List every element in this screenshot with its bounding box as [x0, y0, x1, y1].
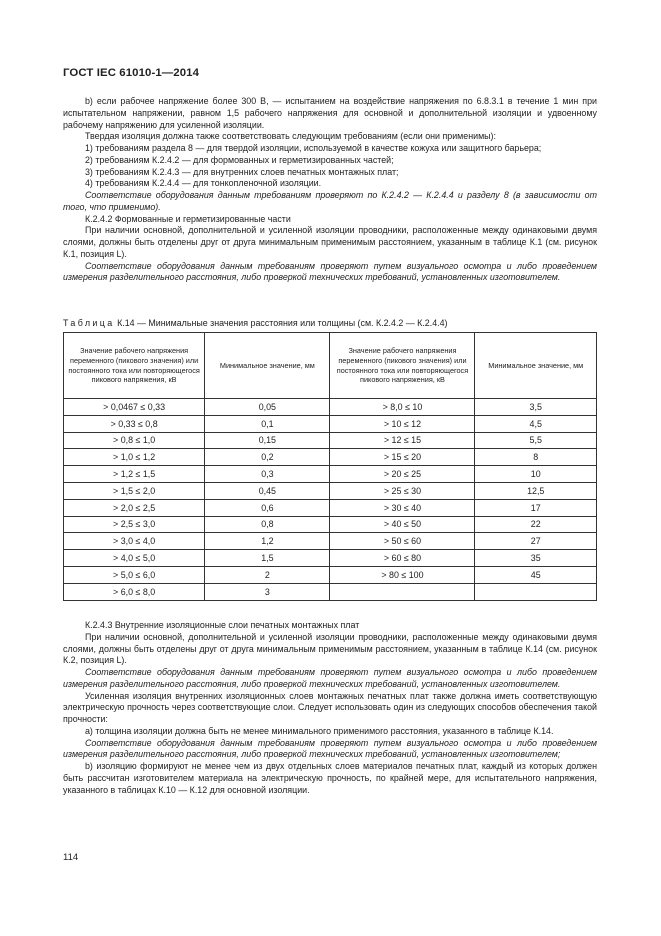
table-cell: 0,1 [205, 415, 330, 432]
table-cell: > 30 ≤ 40 [330, 499, 475, 516]
table-cell: 4,5 [475, 415, 597, 432]
table-cell: 1,5 [205, 550, 330, 567]
table-cell: > 6,0 ≤ 8,0 [64, 583, 205, 600]
paragraph: Твердая изоляция должна также соответствовать следующим требованиям (если они применимы): [85, 131, 496, 142]
table-cell: > 80 ≤ 100 [330, 566, 475, 583]
table-row [64, 482, 597, 499]
table-cell: 1,2 [205, 533, 330, 550]
table-row [64, 466, 597, 483]
table-cell: 17 [475, 499, 597, 516]
table-cell: 45 [475, 566, 597, 583]
paragraph: b) если рабочее напряжение более 300 В, — испытанием на воздействие напряжения по 6.8.3.1 в течение 1 мин при испытательном напряжении, равном 1,5 рабочего напряжения для основной и дополнительной изоляции и удвоенному рабочему напряжению для усиленной изоляции. [63, 96, 597, 130]
compliance-note: Соответствие оборудования данным требованиям проверяют путем визуального осмотра и либо проведением измерения разделительного расстояния, либо проверкой технических требований, установленных изготовителем. [63, 260, 597, 283]
table-cell: > 10 ≤ 12 [330, 415, 475, 432]
table-row [64, 533, 597, 550]
table-cell: 27 [475, 533, 597, 550]
compliance-note: Соответствие оборудования данным требованиям проверяют по К.2.4.2 — К.2.4.4 и разделу 8 (в зависимости от того, что применимо). [63, 190, 597, 212]
table-cell: > 60 ≤ 80 [330, 550, 475, 567]
table-cell: > 8,0 ≤ 10 [330, 399, 475, 416]
table-cell: 12,5 [475, 482, 597, 499]
table-cell: > 0,8 ≤ 1,0 [64, 432, 205, 449]
table-cell: 2 [205, 566, 330, 583]
table-cell: 3,5 [475, 399, 597, 416]
list-item: 3) требованиям К.2.4.3 — для внутренних слоев печатных монтажных плат; [85, 166, 399, 177]
table-cell: > 50 ≤ 60 [330, 533, 475, 550]
table-cell: 22 [475, 516, 597, 533]
table-row [64, 516, 597, 533]
table-cell: > 3,0 ≤ 4,0 [64, 533, 205, 550]
table-cell [475, 583, 597, 600]
table-row [64, 449, 597, 466]
body-text-top [63, 96, 597, 284]
list-item: а) толщина изоляции должна быть не менее минимального применимого расстояния, указанного в таблице К.14. [85, 725, 554, 736]
table-body [64, 399, 597, 601]
table-row [64, 432, 597, 449]
table-caption-label: Таблица [63, 318, 115, 328]
table-cell: > 2,0 ≤ 2,5 [64, 499, 205, 516]
table-header-row [64, 333, 597, 399]
table-cell: > 4,0 ≤ 5,0 [64, 550, 205, 567]
table-row [64, 550, 597, 567]
table-cell: > 12 ≤ 15 [330, 432, 475, 449]
table-cell: 0,2 [205, 449, 330, 466]
table-row [64, 566, 597, 583]
table-k14 [63, 332, 597, 601]
table-cell: 5,5 [475, 432, 597, 449]
table-cell: 3 [205, 583, 330, 600]
table-cell: > 5,0 ≤ 6,0 [64, 566, 205, 583]
column-header-voltage: Значение рабочего напряжения переменного (пикового значения) или постоянного тока или повторяющегося пикового напряжения, кВ [330, 333, 475, 399]
list-item: 1) требованиям раздела 8 — для твердой изоляции, используемой в качестве кожуха или защитного барьера; [85, 143, 542, 153]
table-cell: 0,15 [205, 432, 330, 449]
table-cell: > 1,2 ≤ 1,5 [64, 466, 205, 483]
paragraph: При наличии основной, дополнительной и усиленной изоляции проводники, расположенные между одинаковыми двумя слоями, должны быть отделены друг от друга минимальным применимым расстоянием, указанным в таблице К.14 (см. рисунок К.2, позиция L). [63, 631, 597, 666]
table-row [64, 499, 597, 516]
list-item: 2) требованиям К.2.4.2 — для формованных и герметизированных частей; [85, 154, 394, 165]
list-item: 4) требованиям К.2.4.4 — для тонкопленочной изоляции. [85, 178, 322, 189]
table-row [64, 399, 597, 416]
table-cell: > 20 ≤ 25 [330, 466, 475, 483]
body-text-bottom [63, 620, 597, 796]
paragraph: При наличии основной, дополнительной и усиленной изоляции проводники, расположенные между одинаковыми двумя слоями, должны быть отделены друг от друга минимальным применимым расстоянием, указанным в таблице К.1 (см. рисунок К.1, позиция L). [63, 225, 597, 259]
table-caption-text: К.14 — Минимальные значения расстояния или толщины (см. К.2.4.2 — К.2.4.4) [117, 318, 448, 328]
column-header-voltage: Значение рабочего напряжения переменного (пикового значения) или постоянного тока или повторяющегося пикового напряжения, кВ [64, 333, 205, 399]
table-cell: 0,45 [205, 482, 330, 499]
table-cell: > 1,0 ≤ 1,2 [64, 449, 205, 466]
section-heading: К.2.4.2 Формованные и герметизированные части [85, 213, 291, 224]
table-cell: 10 [475, 466, 597, 483]
table-row [64, 415, 597, 432]
compliance-note: Соответствие оборудования данным требованиям проверяют путем визуального осмотра и либо проведением измерения разделительного расстояния, либо проверкой технических требований, установленных изготовителем. [63, 667, 597, 689]
table-cell: > 0,33 ≤ 0,8 [64, 415, 205, 432]
table-cell: 0,3 [205, 466, 330, 483]
table-row [64, 583, 597, 600]
table-cell: 0,8 [205, 516, 330, 533]
table-cell: 8 [475, 449, 597, 466]
table-cell: 35 [475, 550, 597, 567]
table-cell: > 15 ≤ 20 [330, 449, 475, 466]
column-header-min-value: Минимальное значение, мм [475, 333, 597, 399]
section-heading: К.2.4.3 Внутренние изоляционные слои печатных монтажных плат [85, 620, 360, 630]
list-item: b) изоляцию формируют не менее чем из двух отдельных слоев материалов печатных плат, каждый из которых должен быть рассчитан изготовителем материала на электрическую прочность, по крайней мере, для испытательного напряжения, указанного в таблицах К.10 — К.12 для основной изоляции. [63, 761, 597, 795]
table-cell: > 0,0467 ≤ 0,33 [64, 399, 205, 416]
table-caption [63, 318, 597, 330]
compliance-note: Соответствие оборудования данным требованиям проверяют путем визуального осмотра и либо проведением измерения разделительного расстояния, либо проверкой технических требований, установленных изготовителем; [63, 737, 597, 760]
table-cell: > 40 ≤ 50 [330, 516, 475, 533]
table-cell: > 1,5 ≤ 2,0 [64, 482, 205, 499]
paragraph: Усиленная изоляция внутренних изоляционных слоев монтажных печатных плат также должна иметь соответствующую электрическую прочность через соответствующие слои. Следует использовать один из следующих способов обеспечения такой прочности: [63, 690, 597, 724]
table-cell [330, 583, 475, 600]
table-cell: > 2,5 ≤ 3,0 [64, 516, 205, 533]
table-cell: 0,6 [205, 499, 330, 516]
column-header-min-value: Минимальное значение, мм [205, 333, 330, 399]
document-header: ГОСТ IEC 61010-1—2014 [63, 67, 200, 79]
table-cell: 0,05 [205, 399, 330, 416]
table-cell: > 25 ≤ 30 [330, 482, 475, 499]
page-number: 114 [63, 852, 79, 863]
